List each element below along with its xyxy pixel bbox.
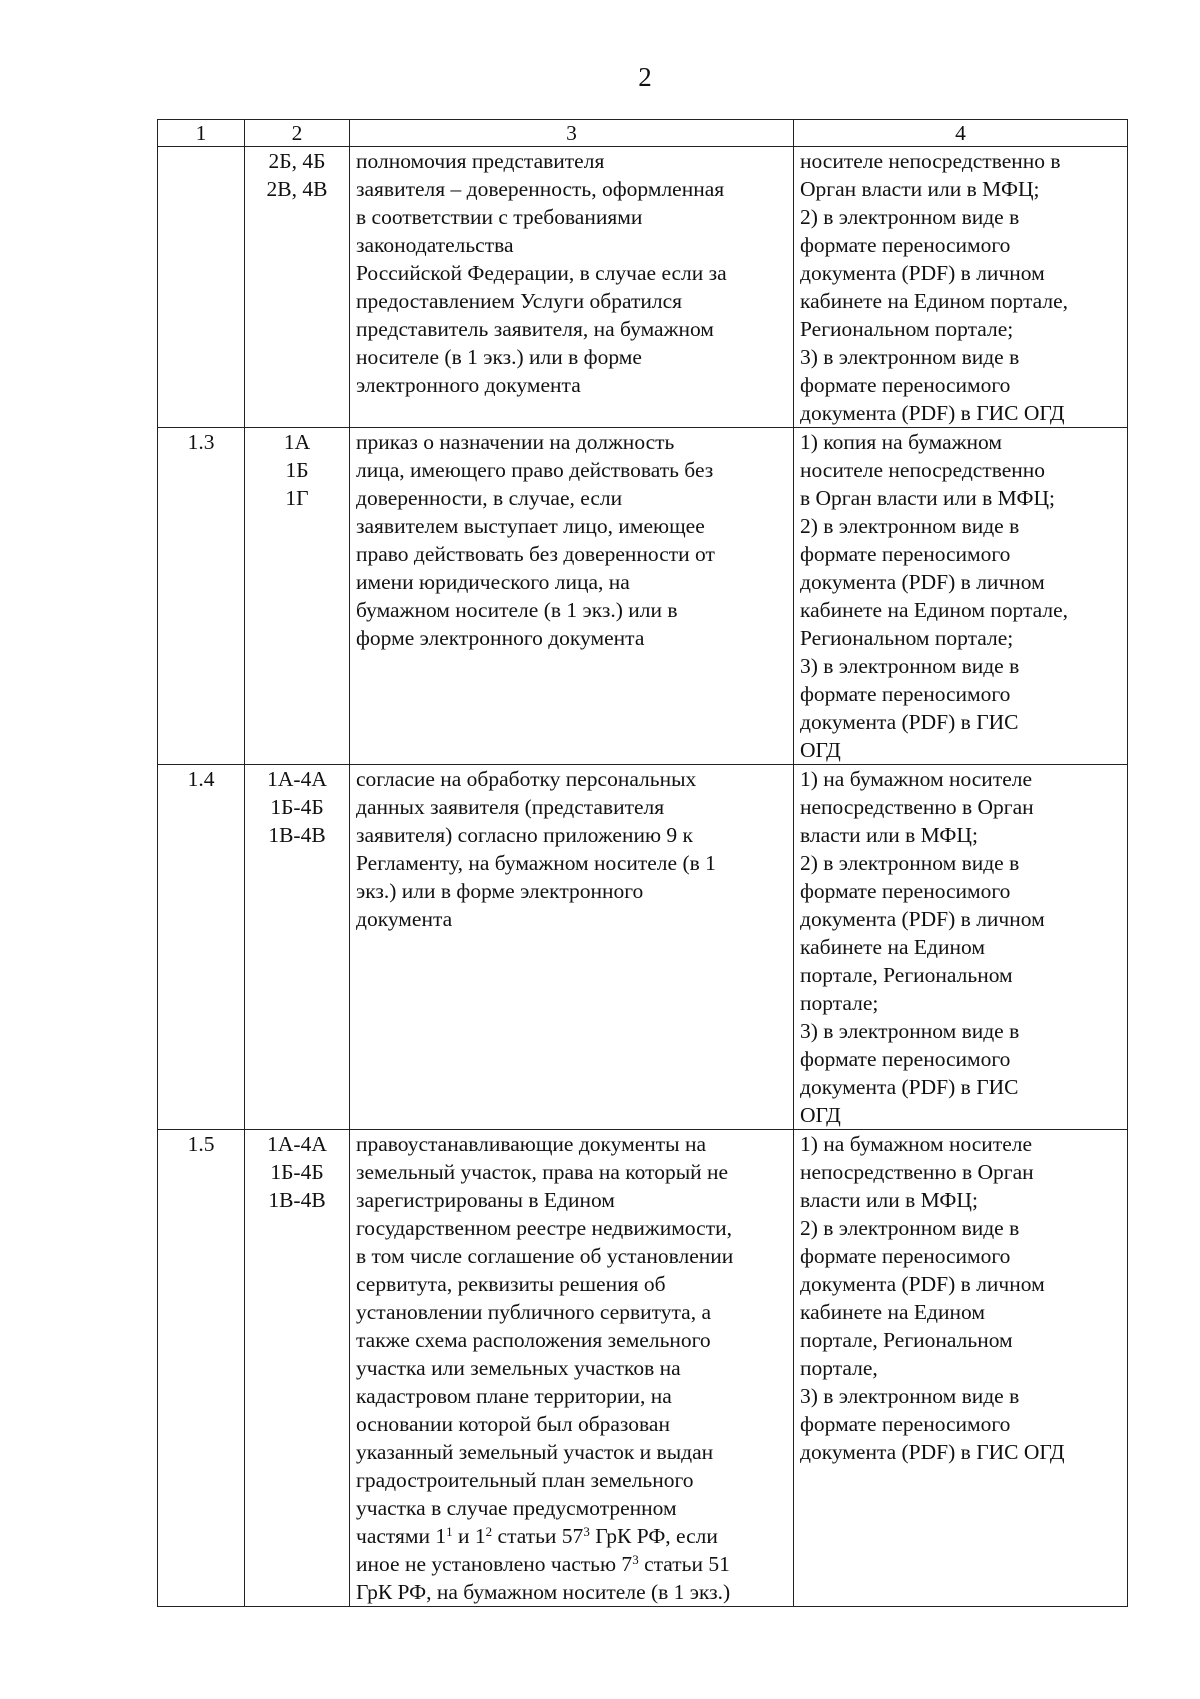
superscript: 1 bbox=[446, 1524, 453, 1539]
submission-methods bbox=[794, 428, 1128, 765]
text-line: 2) в электронном виде в bbox=[800, 1216, 1020, 1240]
text-line: 3) в электронном виде в bbox=[800, 345, 1020, 369]
document-description bbox=[350, 765, 794, 1130]
text-line: земельный участок, права на который не bbox=[356, 1160, 729, 1184]
text-line: 3) в электронном виде в bbox=[800, 1384, 1020, 1408]
superscript: 2 bbox=[485, 1524, 493, 1539]
text-line: участка или земельных участков на bbox=[356, 1356, 681, 1380]
text-line: имени юридического лица, на bbox=[356, 570, 630, 594]
text-line: 3) в электронном виде в bbox=[800, 654, 1020, 678]
row-number: 1.3 bbox=[158, 428, 245, 765]
header-col-3: 3 bbox=[350, 120, 794, 147]
text-line: Российской Федерации, в случае если за bbox=[356, 261, 727, 285]
text-line: предоставлением Услуги обратился bbox=[356, 289, 683, 313]
row-number bbox=[158, 147, 245, 428]
superscript: 3 bbox=[632, 1552, 639, 1567]
table-row bbox=[158, 1130, 1128, 1607]
text-line: формате переносимого bbox=[800, 1412, 1011, 1436]
text-line: Региональном портале; bbox=[800, 626, 1014, 650]
text-line: сервитута, реквизиты решения об bbox=[356, 1272, 666, 1296]
header-col-4: 4 bbox=[794, 120, 1128, 147]
form-code: 1Б bbox=[285, 458, 309, 482]
text-line: портале, bbox=[800, 1356, 878, 1380]
text-line: лица, имеющего право действовать без bbox=[356, 458, 714, 482]
text-fragment: ГрК РФ, если bbox=[589, 1524, 718, 1548]
form-code: 2Б, 4Б bbox=[268, 149, 326, 173]
text-line: Регламенту, на бумажном носителе (в 1 bbox=[356, 851, 716, 875]
text-line: 2) в электронном виде в bbox=[800, 851, 1020, 875]
text-line: носителе (в 1 экз.) или в форме bbox=[356, 345, 642, 369]
text-line: портале, Региональном bbox=[800, 963, 1013, 987]
text-line: формате переносимого bbox=[800, 1047, 1011, 1071]
submission-methods bbox=[794, 1130, 1128, 1607]
text-line: ОГД bbox=[800, 1103, 841, 1127]
text-line: носителе непосредственно в bbox=[800, 149, 1061, 173]
text-line: формате переносимого bbox=[800, 373, 1011, 397]
text-line: документа (PDF) в ГИС ОГД bbox=[800, 401, 1065, 425]
text-line: документа (PDF) в личном bbox=[800, 1272, 1045, 1296]
text-fragment: иное не установлено частью 7 bbox=[356, 1552, 633, 1576]
text-line: кадастровом плане территории, на bbox=[356, 1384, 672, 1408]
form-code: 1В-4В bbox=[268, 823, 326, 847]
text-line: форме электронного документа bbox=[356, 626, 645, 650]
form-code: 1А-4А bbox=[267, 767, 327, 791]
text-line: документа (PDF) в ГИС bbox=[800, 1075, 1019, 1099]
form-code: 1Б-4Б bbox=[270, 1160, 324, 1184]
header-col-1: 1 bbox=[158, 120, 245, 147]
text-line: 3) в электронном виде в bbox=[800, 1019, 1020, 1043]
text-line: 1) на бумажном носителе bbox=[800, 767, 1033, 791]
text-line: в Орган власти или в МФЦ; bbox=[800, 486, 1055, 510]
text-line: заявителя) согласно приложению 9 к bbox=[356, 823, 693, 847]
text-line: электронного документа bbox=[356, 373, 581, 397]
text-line: также схема расположения земельного bbox=[356, 1328, 711, 1352]
text-line: право действовать без доверенности от bbox=[356, 542, 715, 566]
text-line: представитель заявителя, на бумажном bbox=[356, 317, 714, 341]
text-line: установлении публичного сервитута, а bbox=[356, 1300, 711, 1324]
table-header-row bbox=[158, 120, 1128, 147]
text-line: ГрК РФ, на бумажном носителе (в 1 экз.) bbox=[356, 1580, 731, 1604]
form-code: 1А bbox=[283, 430, 311, 454]
text-line: правоустанавливающие документы на bbox=[356, 1132, 707, 1156]
text-line: зарегистрированы в Едином bbox=[356, 1188, 615, 1212]
text-line: кабинете на Едином портале, bbox=[800, 289, 1069, 313]
text-line: указанный земельный участок и выдан bbox=[356, 1440, 714, 1464]
text-line bbox=[356, 1522, 787, 1550]
text-line: 2) в электронном виде в bbox=[800, 514, 1020, 538]
applicant-forms bbox=[245, 765, 350, 1130]
text-fragment: частями 1 bbox=[356, 1524, 447, 1548]
submission-methods bbox=[794, 147, 1128, 428]
form-code: 1Г bbox=[285, 486, 309, 510]
text-line: Региональном портале; bbox=[800, 317, 1014, 341]
text-line: градостроительный план земельного bbox=[356, 1468, 694, 1492]
text-line: формате переносимого bbox=[800, 233, 1011, 257]
text-line: документа (PDF) в личном bbox=[800, 907, 1045, 931]
text-line: Орган власти или в МФЦ; bbox=[800, 177, 1040, 201]
submission-methods bbox=[794, 765, 1128, 1130]
text-line: непосредственно в Орган bbox=[800, 795, 1034, 819]
text-line: кабинете на Едином bbox=[800, 935, 985, 959]
text-line: заявителя – доверенность, оформленная bbox=[356, 177, 725, 201]
documents-table bbox=[157, 119, 1128, 1607]
text-line: основании которой был образован bbox=[356, 1412, 670, 1436]
form-code: 1В-4В bbox=[268, 1188, 326, 1212]
text-line: полномочия представителя bbox=[356, 149, 605, 173]
text-line: 2) в электронном виде в bbox=[800, 205, 1020, 229]
table-row bbox=[158, 765, 1128, 1130]
text-line: доверенности, в случае, если bbox=[356, 486, 623, 510]
text-line: 1) на бумажном носителе bbox=[800, 1132, 1033, 1156]
text-line: законодательства bbox=[356, 233, 514, 257]
text-line: 1) копия на бумажном bbox=[800, 430, 1002, 454]
form-code: 1Б-4Б bbox=[270, 795, 324, 819]
applicant-forms bbox=[245, 428, 350, 765]
row-number: 1.4 bbox=[158, 765, 245, 1130]
text-line: портале; bbox=[800, 991, 879, 1015]
text-line: документа bbox=[356, 907, 453, 931]
text-line: носителе непосредственно bbox=[800, 458, 1046, 482]
text-line: документа (PDF) в ГИС ОГД bbox=[800, 1440, 1065, 1464]
text-line: приказ о назначении на должность bbox=[356, 430, 675, 454]
applicant-forms bbox=[245, 147, 350, 428]
text-fragment: и 1 bbox=[452, 1524, 486, 1548]
text-line: формате переносимого bbox=[800, 542, 1011, 566]
table-row bbox=[158, 428, 1128, 765]
form-code: 1А-4А bbox=[267, 1132, 327, 1156]
text-line: власти или в МФЦ; bbox=[800, 1188, 978, 1212]
table-row bbox=[158, 147, 1128, 428]
form-code: 2В, 4В bbox=[266, 177, 328, 201]
text-line: государственном реестре недвижимости, bbox=[356, 1216, 732, 1240]
text-line: согласие на обработку персональных bbox=[356, 767, 697, 791]
document-description bbox=[350, 147, 794, 428]
text-line: участка в случае предусмотренном bbox=[356, 1496, 677, 1520]
text-line: экз.) или в форме электронного bbox=[356, 879, 644, 903]
text-line: формате переносимого bbox=[800, 879, 1011, 903]
header-col-2: 2 bbox=[245, 120, 350, 147]
document-description bbox=[350, 1130, 794, 1607]
text-line: документа (PDF) в личном bbox=[800, 570, 1045, 594]
text-line: документа (PDF) в ГИС bbox=[800, 710, 1019, 734]
text-line: данных заявителя (представителя bbox=[356, 795, 665, 819]
superscript: 3 bbox=[583, 1524, 590, 1539]
text-line: кабинете на Едином bbox=[800, 1300, 985, 1324]
text-line: непосредственно в Орган bbox=[800, 1160, 1034, 1184]
text-line: власти или в МФЦ; bbox=[800, 823, 978, 847]
text-line: в соответствии с требованиями bbox=[356, 205, 643, 229]
text-line bbox=[356, 1550, 787, 1578]
applicant-forms bbox=[245, 1130, 350, 1607]
text-line: формате переносимого bbox=[800, 1244, 1011, 1268]
page-number: 2 bbox=[638, 62, 652, 92]
text-line: формате переносимого bbox=[800, 682, 1011, 706]
text-line: документа (PDF) в личном bbox=[800, 261, 1045, 285]
text-fragment: статьи 57 bbox=[492, 1524, 584, 1548]
text-line: заявителем выступает лицо, имеющее bbox=[356, 514, 705, 538]
text-line: кабинете на Едином портале, bbox=[800, 598, 1069, 622]
text-fragment: статьи 51 bbox=[638, 1552, 730, 1576]
text-line: ОГД bbox=[800, 738, 841, 762]
text-line: в том числе соглашение об установлении bbox=[356, 1244, 734, 1268]
text-line: портале, Региональном bbox=[800, 1328, 1013, 1352]
text-line: бумажном носителе (в 1 экз.) или в bbox=[356, 598, 678, 622]
row-number: 1.5 bbox=[158, 1130, 245, 1607]
document-description bbox=[350, 428, 794, 765]
